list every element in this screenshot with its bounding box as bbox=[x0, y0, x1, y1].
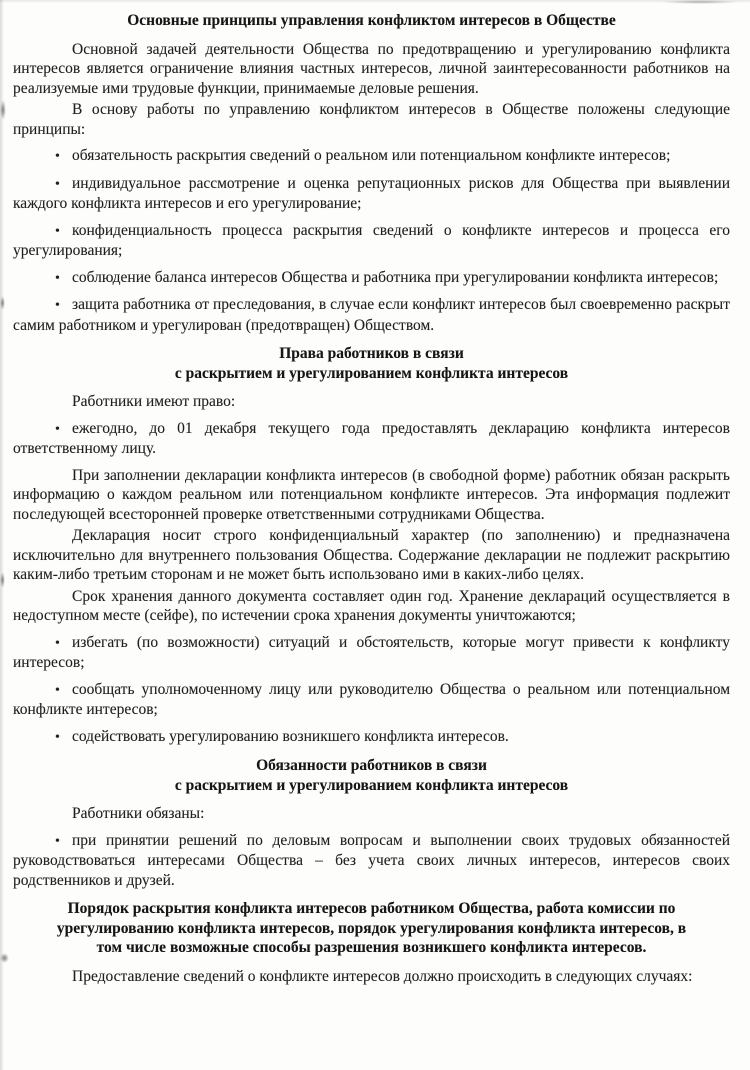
document-content bbox=[13, 11, 730, 986]
bullet-text: обязательность раскрытия сведений о реальном или потенциальном конфликте интересов; bbox=[72, 147, 671, 164]
paragraph: Декларация носит строго конфиденциальный характер (по заполнению) и предназначена исключительно для внутреннего пользования Общества. Содержание декларации не подлежит раскрытию каким-либо третьим сторонам и не может быть использовано ими в каких-либо целях. bbox=[13, 527, 730, 583]
bullet-item bbox=[13, 295, 730, 335]
paragraph: Срок хранения данного документа составляет один год. Хранение деклараций осуществляется в недоступном месте (сейфе), по истечении срока хранения документы уничтожаются; bbox=[13, 587, 730, 624]
bullet-text: индивидуальное рассмотрение и оценка репутационных рисков для Общества при выявлении каждого конфликта интересов и его урегулирование; bbox=[13, 174, 730, 212]
bullet-item bbox=[13, 831, 730, 891]
scan-edge-shadow-left bbox=[0, 0, 4, 1070]
bullet-marker-icon: • bbox=[55, 223, 60, 239]
scan-artifact bbox=[660, 0, 740, 4]
bullet-marker-icon: • bbox=[55, 635, 60, 651]
bullet-marker-icon: • bbox=[55, 270, 60, 286]
section-heading bbox=[13, 344, 730, 383]
paragraph: В основу работы по управлению конфликтом интересов в Обществе положены следующие принципы: bbox=[13, 101, 730, 138]
heading-line: Права работников в связи bbox=[279, 345, 464, 362]
paragraph: При заполнении декларации конфликта интересов (в свободной форме) работник обязан раскрыть информацию о каждом реальном или потенциальном конфликте интересов. Эта информация подлежит последующей всесторонней проверке ответственными сотрудниками Общества. bbox=[13, 466, 730, 523]
bullet-text: защита работника от преследования, в случае если конфликт интересов был своевременно раскрыт самим работником и урегулирован (предотвращен) Обществом. bbox=[13, 296, 730, 334]
heading-line: том числе возможные способы разрешения возникшего конфликта интересов. bbox=[96, 939, 647, 956]
heading-line: с раскрытием и урегулированием конфликта интересов bbox=[174, 364, 569, 382]
scan-artifact bbox=[0, 572, 5, 588]
scan-edge-shadow-top bbox=[0, 0, 750, 3]
paragraph: Предоставление сведений о конфликте интересов должно происходить в следующих случаях: bbox=[72, 967, 693, 985]
scan-artifact bbox=[0, 953, 9, 963]
bullet-item bbox=[13, 727, 730, 748]
bullet-marker-icon: • bbox=[55, 729, 60, 745]
section-heading bbox=[13, 11, 730, 31]
bullet-marker-icon: • bbox=[55, 176, 60, 192]
bullet-marker-icon: • bbox=[55, 421, 60, 437]
bullet-marker-icon: • bbox=[55, 149, 60, 164]
heading-line: урегулированию конфликта интересов, порядок урегулирования конфликта интересов, в bbox=[56, 919, 687, 937]
bullet-text: ежегодно, до 01 декабря текущего года предоставлять декларацию конфликта интересов ответственному лицу. bbox=[13, 419, 730, 457]
bullet-text: избегать (по возможности) ситуаций и обстоятельств, которые могут привести к конфликту интересов; bbox=[13, 633, 730, 671]
bullet-item bbox=[13, 174, 730, 214]
section-heading bbox=[13, 756, 730, 795]
heading-line: с раскрытием и урегулированием конфликта интересов bbox=[174, 776, 569, 794]
bullet-text: содействовать урегулированию возникшего конфликта интересов. bbox=[72, 727, 509, 745]
bullet-text: конфиденциальность процесса раскрытия сведений о конфликте интересов и процесса его урегулирования; bbox=[13, 221, 730, 259]
scan-artifact bbox=[0, 296, 5, 310]
heading-line: Основные принципы управления конфликтом интересов в Обществе bbox=[127, 12, 616, 29]
paragraph: Работники обязаны: bbox=[72, 805, 205, 822]
section-heading bbox=[13, 899, 730, 958]
scan-artifact bbox=[0, 100, 6, 120]
paragraph: Работники имеют право: bbox=[72, 393, 236, 410]
heading-line: Порядок раскрытия конфликта интересов работником Общества, работа комиссии по bbox=[67, 900, 676, 917]
bullet-marker-icon: • bbox=[55, 298, 60, 313]
bullet-marker-icon: • bbox=[55, 682, 60, 698]
bullet-item bbox=[13, 268, 730, 289]
bullet-text: при принятии решений по деловым вопросам и выполнении своих трудовых обязанностей руководствоваться интересами Общества – без учета своих личных интересов, интересов своих родственников и друзей. bbox=[13, 831, 730, 889]
bullet-item bbox=[13, 419, 730, 459]
bullet-item bbox=[13, 633, 730, 673]
bullet-item bbox=[13, 680, 730, 720]
heading-line: Обязанности работников в связи bbox=[256, 757, 487, 774]
paragraph: Основной задачей деятельности Общества по предотвращению и урегулированию конфликта интересов является ограничение влияния частных интересов, личной заинтересованности работников на реализуемые ими трудовые функции, принимаемые деловые решения. bbox=[13, 40, 730, 97]
bullet-text: соблюдение баланса интересов Общества и работника при урегулировании конфликта интересов; bbox=[72, 268, 719, 286]
bullet-marker-icon: • bbox=[55, 833, 60, 849]
bullet-item bbox=[13, 146, 730, 167]
bullet-text: сообщать уполномоченному лицу или руководителю Общества о реальном или потенциальном конфликте интересов; bbox=[13, 680, 730, 718]
bullet-item bbox=[13, 221, 730, 261]
